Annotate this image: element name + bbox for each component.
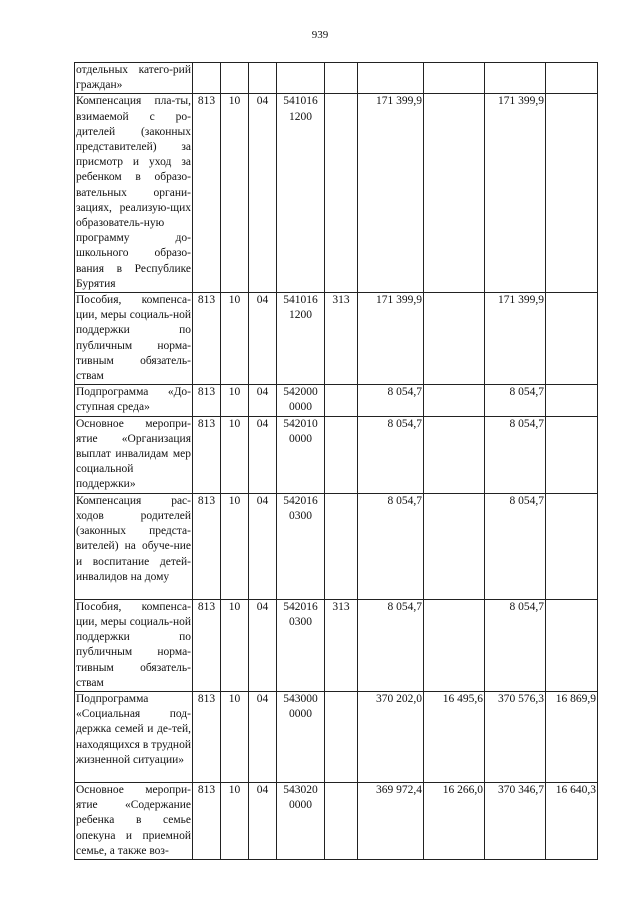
target-code: 541016 1200 bbox=[277, 293, 325, 385]
sum-total-1: 370 202,0 bbox=[358, 691, 424, 782]
target-code: 543000 0000 bbox=[277, 691, 325, 782]
sum-subvention-1 bbox=[424, 416, 485, 493]
sum-total-1: 8 054,7 bbox=[358, 416, 424, 493]
target-code: 542016 0300 bbox=[277, 493, 325, 599]
sum-total-2: 8 054,7 bbox=[485, 416, 546, 493]
sum-subvention-1: 16 266,0 bbox=[424, 782, 485, 859]
row-name: Основное меропри-ятие «Содержание ребенка в семье опекуна и приемной семье, а также воз- bbox=[75, 782, 193, 859]
target-code: 542010 0000 bbox=[277, 416, 325, 493]
target-code: 543020 0000 bbox=[277, 782, 325, 859]
sum-total-2: 370 576,3 bbox=[485, 691, 546, 782]
table-row bbox=[75, 416, 598, 493]
ministry-code: 813 bbox=[193, 599, 221, 691]
row-name: отдельных катего-рий граждан» bbox=[75, 63, 193, 94]
subsection-code: 04 bbox=[249, 293, 277, 385]
table-row bbox=[75, 599, 598, 691]
ministry-code bbox=[193, 63, 221, 94]
sum-total-1: 369 972,4 bbox=[358, 782, 424, 859]
section-code: 10 bbox=[221, 94, 249, 293]
subsection-code: 04 bbox=[249, 599, 277, 691]
expense-type-code bbox=[325, 416, 358, 493]
sum-subvention-1: 16 495,6 bbox=[424, 691, 485, 782]
ministry-code: 813 bbox=[193, 385, 221, 416]
table-row bbox=[75, 385, 598, 416]
sum-total-1: 171 399,9 bbox=[358, 94, 424, 293]
subsection-code: 04 bbox=[249, 385, 277, 416]
sum-subvention-2 bbox=[546, 493, 598, 599]
sum-subvention-2 bbox=[546, 416, 598, 493]
budget-table bbox=[74, 62, 598, 860]
ministry-code: 813 bbox=[193, 782, 221, 859]
sum-total-1: 8 054,7 bbox=[358, 493, 424, 599]
row-name: Подпрограмма «До-ступная среда» bbox=[75, 385, 193, 416]
sum-total-1: 171 399,9 bbox=[358, 293, 424, 385]
target-code: 542000 0000 bbox=[277, 385, 325, 416]
table-row bbox=[75, 94, 598, 293]
row-name: Компенсация пла-ты, взимаемой с ро-дителей (законных представителей) за присмотр и уход за ребенком в образо-вательных органи-зациях, реализую-щих образователь-ную программу до-школьного образо-вания в Республике Бурятия bbox=[75, 94, 193, 293]
ministry-code: 813 bbox=[193, 493, 221, 599]
expense-type-code: 313 bbox=[325, 599, 358, 691]
subsection-code bbox=[249, 63, 277, 94]
sum-subvention-1 bbox=[424, 293, 485, 385]
sum-total-1: 8 054,7 bbox=[358, 599, 424, 691]
ministry-code: 813 bbox=[193, 94, 221, 293]
sum-total-1 bbox=[358, 63, 424, 94]
expense-type-code bbox=[325, 782, 358, 859]
sum-subvention-1 bbox=[424, 599, 485, 691]
row-name: Пособия, компенса-ции, меры социаль-ной поддержки по публичным норма-тивным обязатель-ствам bbox=[75, 599, 193, 691]
row-name: Подпрограмма «Социальная под-держка семей и де-тей, находящихся в трудной жизненной ситуации» bbox=[75, 691, 193, 782]
sum-subvention-2: 16 869,9 bbox=[546, 691, 598, 782]
section-code bbox=[221, 63, 249, 94]
expense-type-code: 313 bbox=[325, 293, 358, 385]
sum-subvention-1 bbox=[424, 94, 485, 293]
section-code: 10 bbox=[221, 493, 249, 599]
target-code bbox=[277, 63, 325, 94]
table-row bbox=[75, 293, 598, 385]
subsection-code: 04 bbox=[249, 94, 277, 293]
ministry-code: 813 bbox=[193, 691, 221, 782]
section-code: 10 bbox=[221, 691, 249, 782]
sum-total-2: 171 399,9 bbox=[485, 293, 546, 385]
target-code: 542016 0300 bbox=[277, 599, 325, 691]
subsection-code: 04 bbox=[249, 691, 277, 782]
expense-type-code bbox=[325, 493, 358, 599]
sum-subvention-1 bbox=[424, 493, 485, 599]
sum-total-2 bbox=[485, 63, 546, 94]
table-row bbox=[75, 493, 598, 599]
table-row bbox=[75, 63, 598, 94]
sum-total-2: 8 054,7 bbox=[485, 385, 546, 416]
subsection-code: 04 bbox=[249, 782, 277, 859]
expense-type-code bbox=[325, 385, 358, 416]
subsection-code: 04 bbox=[249, 416, 277, 493]
row-name: Пособия, компенса-ции, меры социаль-ной поддержки по публичным норма-тивным обязатель-ствам bbox=[75, 293, 193, 385]
sum-subvention-2 bbox=[546, 599, 598, 691]
ministry-code: 813 bbox=[193, 416, 221, 493]
sum-total-2: 8 054,7 bbox=[485, 493, 546, 599]
row-name: Компенсация рас-ходов родителей (законных предста-вителей) на обуче-ние и воспитание детей-инвалидов на дому bbox=[75, 493, 193, 599]
target-code: 541016 1200 bbox=[277, 94, 325, 293]
table-row bbox=[75, 691, 598, 782]
sum-subvention-2 bbox=[546, 385, 598, 416]
sum-subvention-1 bbox=[424, 63, 485, 94]
row-name: Основное меропри-ятие «Организация выплат инвалидам мер социальной поддержки» bbox=[75, 416, 193, 493]
sum-total-2: 8 054,7 bbox=[485, 599, 546, 691]
section-code: 10 bbox=[221, 293, 249, 385]
sum-total-1: 8 054,7 bbox=[358, 385, 424, 416]
section-code: 10 bbox=[221, 599, 249, 691]
expense-type-code bbox=[325, 63, 358, 94]
ministry-code: 813 bbox=[193, 293, 221, 385]
expense-type-code bbox=[325, 691, 358, 782]
subsection-code: 04 bbox=[249, 493, 277, 599]
sum-total-2: 171 399,9 bbox=[485, 94, 546, 293]
sum-subvention-2: 16 640,3 bbox=[546, 782, 598, 859]
sum-subvention-1 bbox=[424, 385, 485, 416]
section-code: 10 bbox=[221, 782, 249, 859]
sum-total-2: 370 346,7 bbox=[485, 782, 546, 859]
page-number: 939 bbox=[311, 29, 329, 41]
sum-subvention-2 bbox=[546, 94, 598, 293]
section-code: 10 bbox=[221, 416, 249, 493]
table-row bbox=[75, 782, 598, 859]
section-code: 10 bbox=[221, 385, 249, 416]
sum-subvention-2 bbox=[546, 293, 598, 385]
sum-subvention-2 bbox=[546, 63, 598, 94]
expense-type-code bbox=[325, 94, 358, 293]
